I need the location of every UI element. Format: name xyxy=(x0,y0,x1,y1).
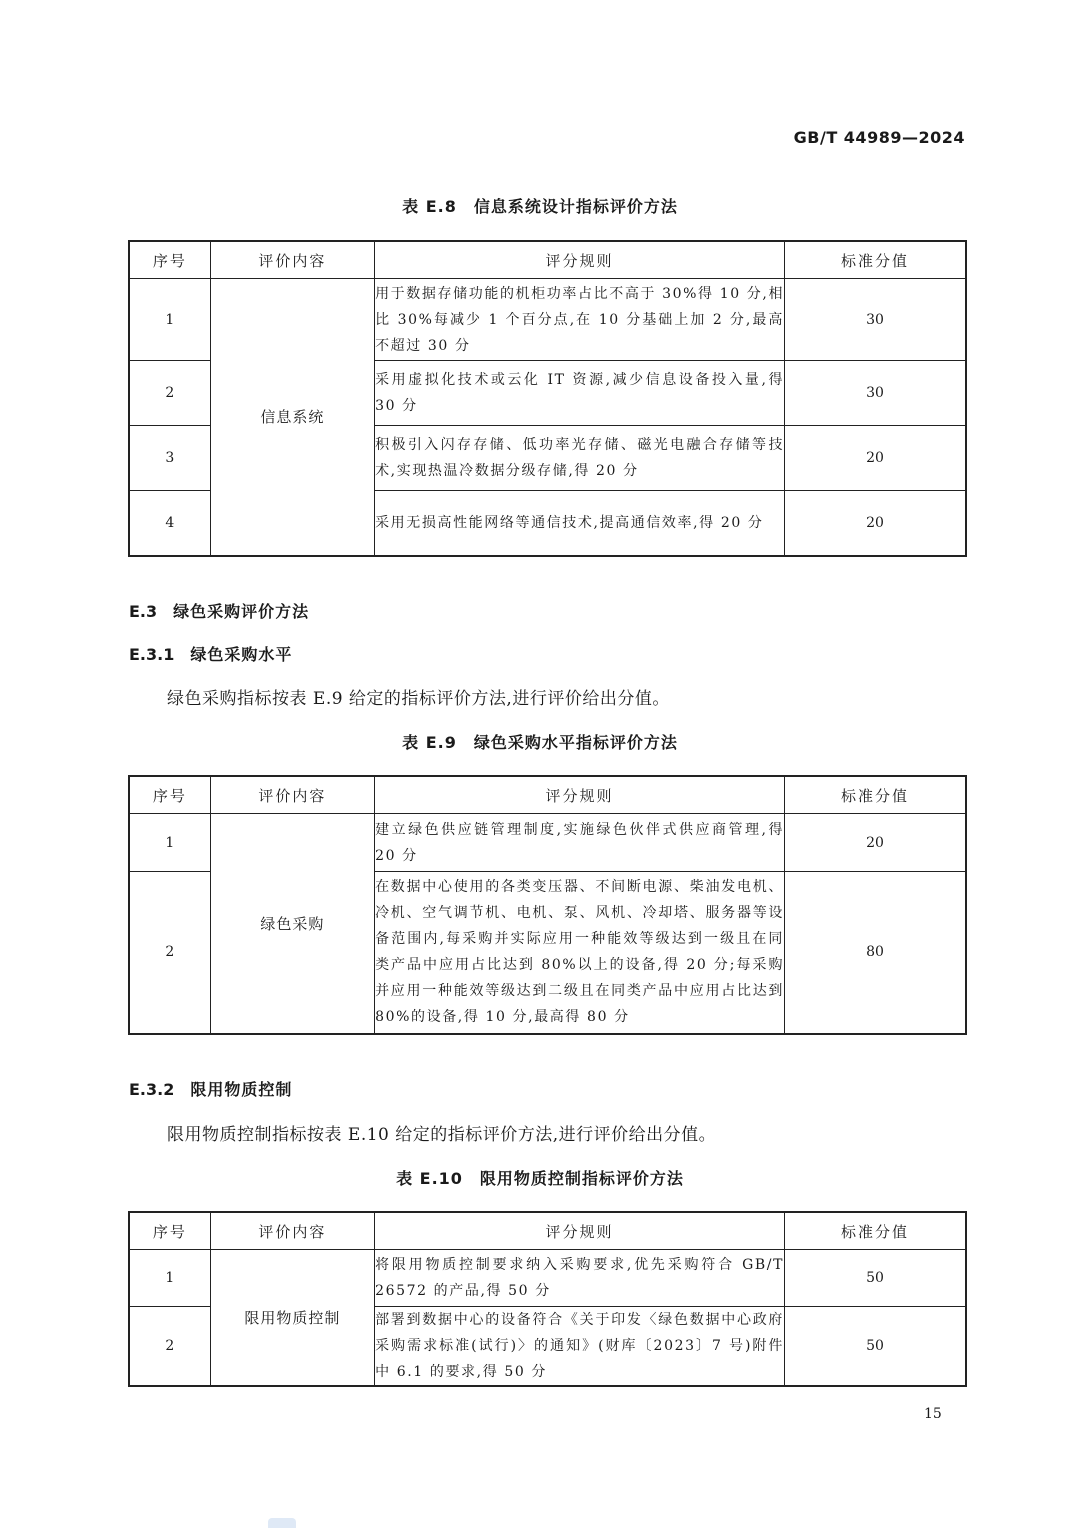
scoring-rule: 积极引入闪存存储、低功率光存储、磁光电融合存储等技术,实现热温冷数据分级存储,得 20 分 xyxy=(375,426,785,491)
table-header-cell: 评分规则 xyxy=(375,241,785,279)
section-number: E.3.2 xyxy=(129,1080,175,1099)
standard-score: 80 xyxy=(785,872,966,1034)
table-header-cell: 评价内容 xyxy=(210,1212,374,1250)
section-heading-e31 xyxy=(129,642,292,665)
scoring-rule: 将限用物质控制要求纳入采购要求,优先采购符合 GB/T 26572 的产品,得 50 分 xyxy=(375,1250,785,1307)
scoring-rule: 建立绿色供应链管理制度,实施绿色伙伴式供应商管理,得 20 分 xyxy=(375,814,785,872)
standard-score: 20 xyxy=(785,491,966,556)
scoring-rule: 部署到数据中心的设备符合《关于印发〈绿色数据中心政府采购需求标准(试行)〉的通知》(财库〔2023〕7 号)附件中 6.1 的要求,得 50 分 xyxy=(375,1307,785,1387)
table-header-cell: 序号 xyxy=(129,1212,210,1250)
scoring-rule: 采用无损高性能网络等通信技术,提高通信效率,得 20 分 xyxy=(375,491,785,556)
standard-score: 30 xyxy=(785,279,966,361)
paragraph-e31: 绿色采购指标按表 E.9 给定的指标评价方法,进行评价给出分值。 xyxy=(167,689,670,709)
section-heading-e32 xyxy=(129,1077,292,1100)
evaluation-category: 限用物质控制 xyxy=(210,1250,374,1387)
table-header-cell: 序号 xyxy=(129,776,210,814)
scoring-rule: 在数据中心使用的各类变压器、不间断电源、柴油发电机、冷机、空气调节机、电机、泵、风机、冷却塔、服务器等设备范围内,每采购并实际应用一种能效等级达到一级且在同类产品中应用占比达到 80%以上的设备,得 20 分;每采购并应用一种能效等级达到二级且在同类产品中应用占比达到 80%的设备,得 10 分,最高得 80 分 xyxy=(375,872,785,1034)
standard-score: 20 xyxy=(785,426,966,491)
table-header-cell: 标准分值 xyxy=(785,776,966,814)
table-e9-caption: 表 E.9 绿色采购水平指标评价方法 xyxy=(402,733,678,752)
section-heading-e3 xyxy=(129,599,309,622)
table-header-cell: 序号 xyxy=(129,241,210,279)
table-header-cell: 评分规则 xyxy=(375,776,785,814)
table-row xyxy=(129,279,966,361)
row-number: 1 xyxy=(129,1250,210,1307)
table-header-cell: 评价内容 xyxy=(210,776,374,814)
table-header-cell: 标准分值 xyxy=(785,241,966,279)
section-title: 限用物质控制 xyxy=(190,1080,293,1099)
section-title: 绿色采购水平 xyxy=(190,645,293,664)
standard-number: GB/T 44989—2024 xyxy=(793,128,965,147)
row-number: 3 xyxy=(129,426,210,491)
evaluation-category: 信息系统 xyxy=(210,279,374,556)
row-number: 4 xyxy=(129,491,210,556)
section-title: 绿色采购评价方法 xyxy=(173,602,310,621)
table-e8-caption: 表 E.8 信息系统设计指标评价方法 xyxy=(402,197,678,216)
section-number: E.3.1 xyxy=(129,645,175,664)
scoring-rule: 用于数据存储功能的机柜功率占比不高于 30%得 10 分,相比 30%每减少 1 个百分点,在 10 分基础上加 2 分,最高不超过 30 分 xyxy=(375,279,785,361)
scoring-rule: 采用虚拟化技术或云化 IT 资源,减少信息设备投入量,得 30 分 xyxy=(375,361,785,426)
table-e9 xyxy=(128,775,967,1035)
standard-score: 20 xyxy=(785,814,966,872)
section-number: E.3 xyxy=(129,602,158,621)
table-e10-caption: 表 E.10 限用物质控制指标评价方法 xyxy=(396,1169,684,1188)
table-header-cell: 标准分值 xyxy=(785,1212,966,1250)
table-e10 xyxy=(128,1211,967,1387)
decorative-shape xyxy=(268,1518,296,1528)
table-header-cell: 评分规则 xyxy=(375,1212,785,1250)
table-row xyxy=(129,1250,966,1307)
standard-score: 30 xyxy=(785,361,966,426)
table-e8 xyxy=(128,240,967,557)
row-number: 2 xyxy=(129,872,210,1034)
row-number: 1 xyxy=(129,279,210,361)
standard-score: 50 xyxy=(785,1250,966,1307)
row-number: 1 xyxy=(129,814,210,872)
standard-score: 50 xyxy=(785,1307,966,1387)
paragraph-e32: 限用物质控制指标按表 E.10 给定的指标评价方法,进行评价给出分值。 xyxy=(167,1125,717,1145)
table-row xyxy=(129,814,966,872)
row-number: 2 xyxy=(129,1307,210,1387)
evaluation-category: 绿色采购 xyxy=(210,814,374,1034)
table-header-cell: 评价内容 xyxy=(210,241,374,279)
page-number: 15 xyxy=(924,1406,942,1422)
row-number: 2 xyxy=(129,361,210,426)
